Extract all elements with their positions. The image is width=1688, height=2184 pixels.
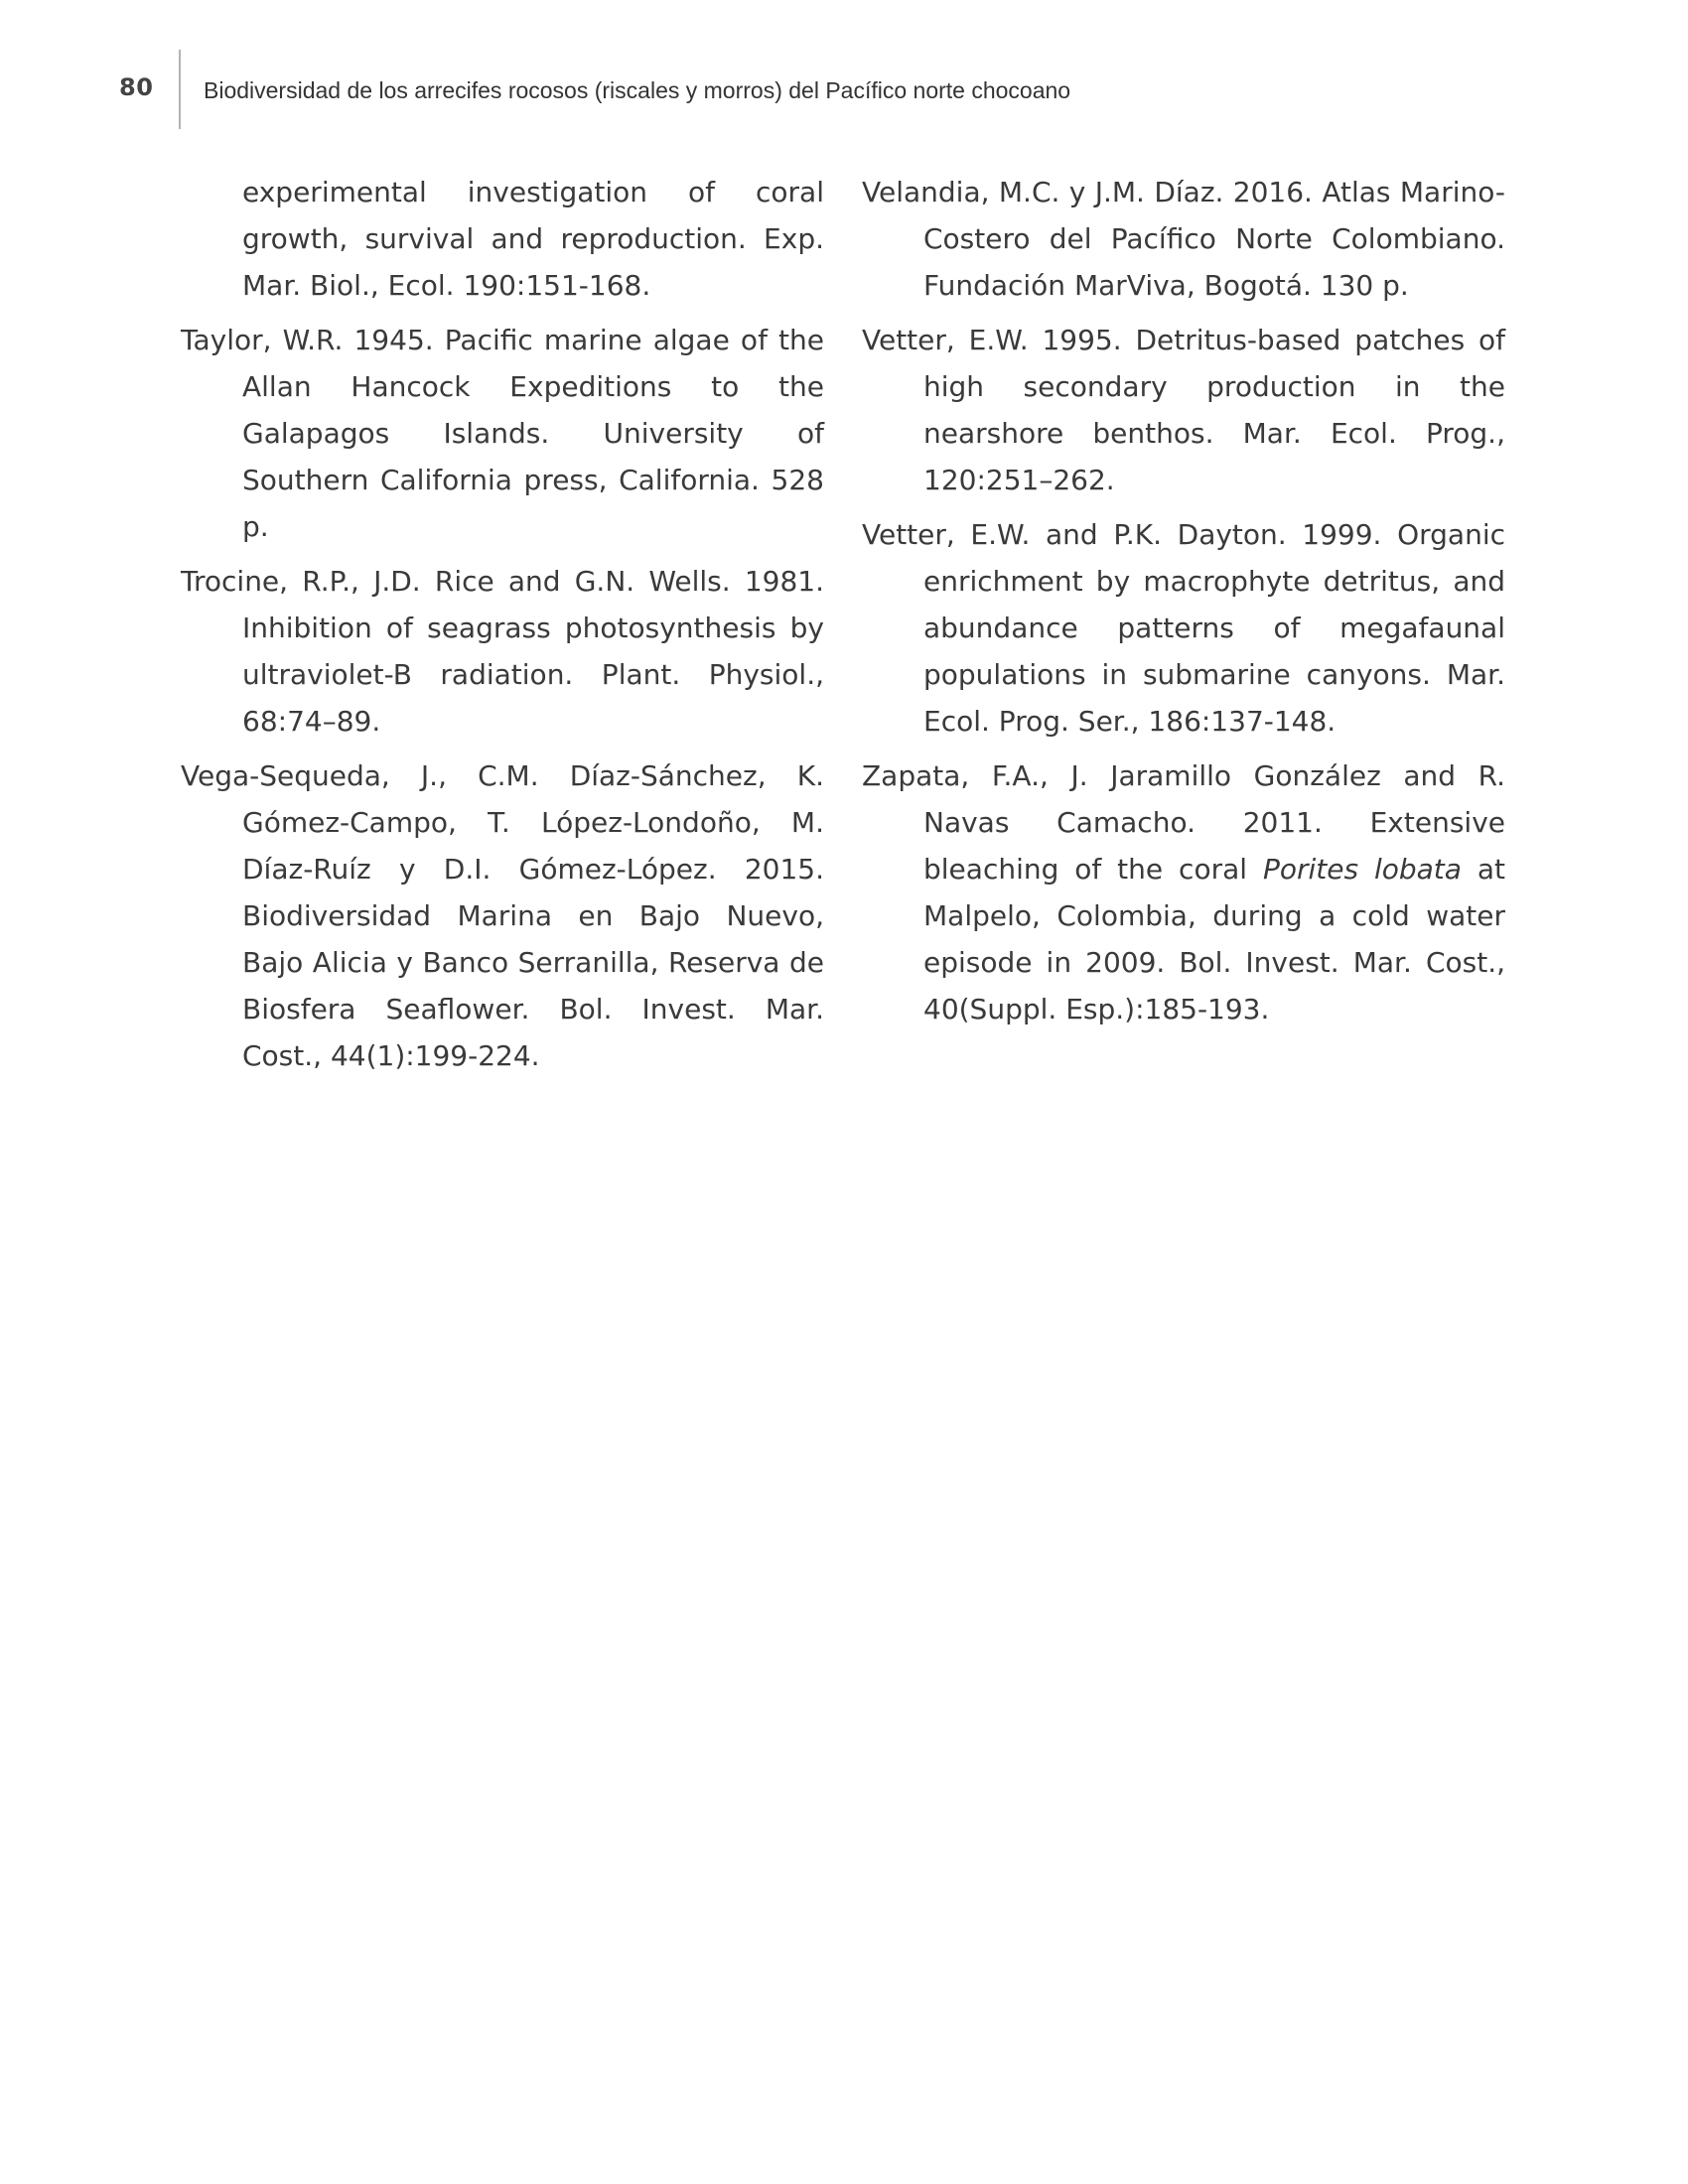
species-name: Porites lobata (1262, 853, 1462, 886)
reference-entry: Velandia, M.C. y J.M. Díaz. 2016. Atlas Marino-Costero del Pacífico Norte Colombiano. Fundación MarViva, Bogotá. 130 p. (862, 176, 1505, 302)
running-title: Biodiversidad de los arrecifes rocosos (riscales y morros) del Pacífico norte chocoano (204, 77, 1071, 103)
reference-entry: Vetter, E.W. and P.K. Dayton. 1999. Organic enrichment by macrophyte detritus, and abundance patterns of megafaunal populations in submarine canyons. Mar. Ecol. Prog. Ser., 186:137-148. (862, 518, 1505, 738)
reference-entry: Vetter, E.W. 1995. Detritus-based patches of high secondary production in the nearshore benthos. Mar. Ecol. Prog., 120:251–262. (862, 324, 1505, 496)
page-number: 80 (119, 73, 154, 101)
references-right-column (862, 169, 1505, 1040)
reference-entry: Trocine, R.P., J.D. Rice and G.N. Wells. 1981. Inhibition of seagrass photosynthesis by ultraviolet-B radiation. Plant. Physiol., 68:74–89. (181, 565, 824, 738)
reference-entry: Vega-Sequeda, J., C.M. Díaz-Sánchez, K. Gómez-Campo, T. López-Londoño, M. Díaz-Ruíz y D.I. Gómez-López. 2015. Biodiversidad Marina en Bajo Nuevo, Bajo Alicia y Banco Serranilla, Reserva de Biosfera Seaflower. Bol. Invest. Mar. Cost., 44(1):199-224. (181, 759, 824, 1072)
reference-entry: experimental investigation of coral growth, survival and reproduction. Exp. Mar. Biol., Ecol. 190:151-168. (242, 176, 824, 302)
references-left-column (181, 169, 824, 1087)
reference-entry (862, 752, 1505, 1032)
header-divider (179, 50, 181, 129)
reference-text: at Malpelo, Colombia, during a cold water episode in 2009. Bol. Invest. Mar. Cost., 40(Suppl. Esp.):185-193. (923, 853, 1505, 1025)
reference-text: Zapata, F.A., J. Jaramillo González and R. Navas Camacho. 2011. Extensive bleaching of the coral (862, 759, 1505, 886)
reference-entry: Taylor, W.R. 1945. Pacific marine algae of the Allan Hancock Expeditions to the Galapagos Islands. University of Southern California press, California. 528 p. (181, 324, 824, 543)
page-header (0, 0, 1688, 139)
